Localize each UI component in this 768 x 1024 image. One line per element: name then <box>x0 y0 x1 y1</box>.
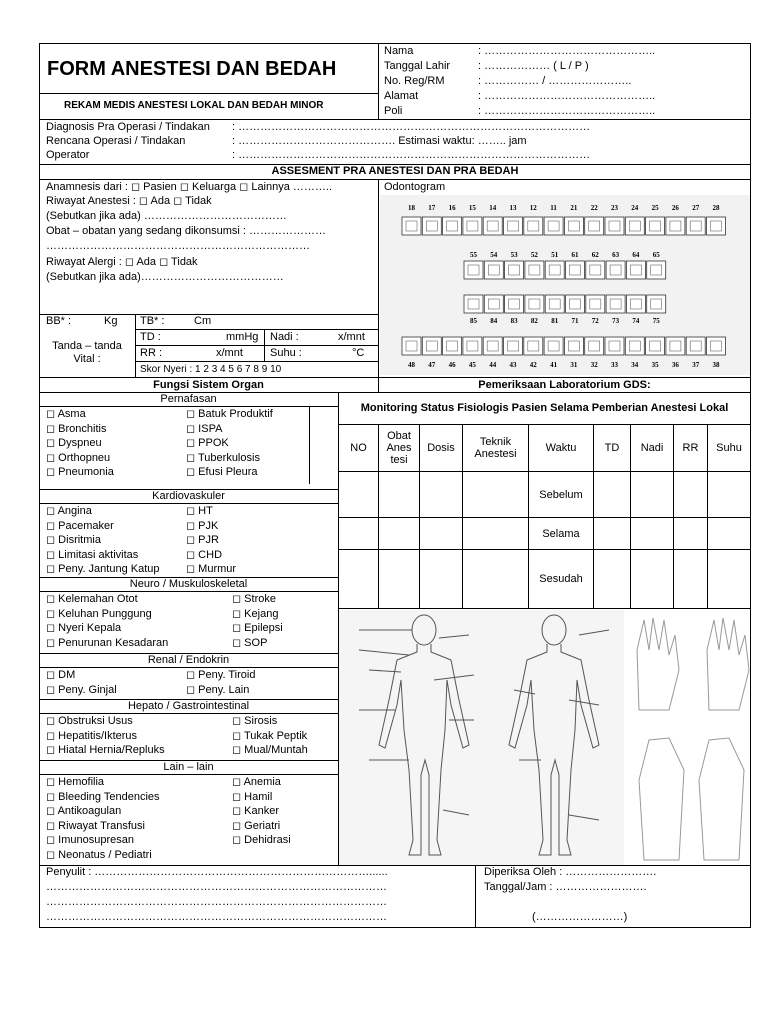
td-label: TD : <box>140 331 161 343</box>
tooth-box[interactable] <box>464 261 483 279</box>
tooth-number: 46 <box>448 361 456 369</box>
tooth-box[interactable] <box>626 261 645 279</box>
col-waktu: Waktu <box>529 425 594 472</box>
tooth-number: 33 <box>611 361 618 369</box>
tooth-number: 84 <box>490 317 498 325</box>
organ-checkbox[interactable]: ◻ Mual/Muntah <box>232 744 308 757</box>
organ-checkbox[interactable]: ◻ Hiatal Hernia/Repluks <box>46 744 165 757</box>
tooth-box[interactable] <box>443 217 462 235</box>
pain-score[interactable]: Skor Nyeri : 1 2 3 4 5 6 7 8 9 10 <box>140 364 282 375</box>
rr-label: RR : <box>140 347 162 359</box>
organ-section-title: Pernafasan <box>160 393 217 405</box>
tooth-number: 43 <box>509 361 517 369</box>
tooth-box[interactable] <box>605 337 624 355</box>
organ-checkbox[interactable]: ◻ Dyspneu <box>46 437 102 450</box>
patient-address-field[interactable]: : ……………………………………….. <box>478 90 656 102</box>
tooth-number: 51 <box>551 251 559 259</box>
divider <box>39 406 338 407</box>
tooth-box[interactable] <box>464 295 483 313</box>
rr-unit: x/mnt <box>216 347 243 359</box>
patient-name-label: Nama <box>384 45 414 57</box>
date-time-field[interactable]: Tanggal/Jam : ……………………. <box>484 881 647 893</box>
organ-section-title: Lain – lain <box>163 761 214 773</box>
organ-checkbox[interactable]: ◻ Tuberkulosis <box>186 451 260 464</box>
tooth-box[interactable] <box>544 217 563 235</box>
tooth-number: 62 <box>591 251 599 259</box>
col-rr: RR <box>674 425 708 472</box>
tooth-box[interactable] <box>484 261 503 279</box>
organ-checkbox[interactable]: ◻ Stroke <box>232 593 276 605</box>
tooth-box[interactable] <box>524 217 543 235</box>
patient-name-field[interactable]: : ……………………………………….. <box>478 45 656 57</box>
anesthesia-history-detail[interactable]: (Sebutkan jika ada) ………………………………… <box>46 210 287 222</box>
medication-line-2[interactable]: ……………………………………………………………… <box>46 240 310 252</box>
tooth-box[interactable] <box>625 217 644 235</box>
monitoring-table <box>338 424 751 609</box>
vital-signs-label: Tanda – tanda Vital : <box>52 340 122 365</box>
tooth-box[interactable] <box>564 337 583 355</box>
tooth-number: 41 <box>550 361 558 369</box>
divider <box>39 179 751 180</box>
tb-label: TB* : <box>140 315 165 327</box>
tooth-number: 26 <box>671 204 679 212</box>
tooth-number: 27 <box>692 204 700 212</box>
tooth-number: 16 <box>448 204 456 212</box>
divider <box>39 577 338 578</box>
tooth-box[interactable] <box>504 337 523 355</box>
patient-poli-label: Poli <box>384 105 403 117</box>
tooth-box[interactable] <box>422 217 441 235</box>
plan-field[interactable]: : ……………………………………. Estimasi waktu: …….. jam <box>232 135 527 147</box>
tooth-number: 25 <box>651 204 659 212</box>
tooth-number: 44 <box>489 361 497 369</box>
allergy-detail[interactable]: (Sebutkan jika ada)………………………………… <box>46 271 284 283</box>
suhu-unit: °C <box>352 347 365 359</box>
organ-section-title: Neuro / Muskuloskeletal <box>129 578 248 590</box>
tooth-number: 71 <box>571 317 579 325</box>
organ-checkbox[interactable]: ◻ HT <box>186 505 213 517</box>
tooth-number: 65 <box>652 251 660 259</box>
tooth-box[interactable] <box>504 217 523 235</box>
divider <box>39 699 338 700</box>
divider <box>135 329 378 330</box>
tooth-number: 34 <box>631 361 639 369</box>
tooth-box[interactable] <box>686 337 705 355</box>
organ-checkbox[interactable]: ◻ Peny. Lain <box>186 683 250 696</box>
bb-unit: Kg <box>104 315 118 327</box>
tooth-number: 22 <box>590 204 598 212</box>
organ-checkbox[interactable]: ◻ Murmur <box>186 563 237 576</box>
signature-field[interactable]: (……………………) <box>532 911 628 923</box>
organ-checkbox[interactable]: ◻ Tukak Peptik <box>232 729 308 742</box>
patient-reg-label: No. Reg/RM <box>384 75 445 87</box>
table-row <box>339 550 751 609</box>
organ-checkbox[interactable]: ◻ SOP <box>232 636 268 649</box>
suhu-label: Suhu : <box>270 347 302 359</box>
tooth-box[interactable] <box>483 337 502 355</box>
tooth-number: 85 <box>470 317 477 325</box>
row-sesudah: Sesudah <box>529 550 594 609</box>
tooth-number: 35 <box>651 361 659 369</box>
hands-feet-figure <box>637 618 749 860</box>
organ-checkbox[interactable]: ◻ Riwayat Transfusi <box>46 819 145 832</box>
organ-checkbox[interactable]: ◻ Pneumonia <box>46 466 114 479</box>
tooth-box[interactable] <box>606 295 625 313</box>
form-title: FORM ANESTESI DAN BEDAH <box>47 58 337 80</box>
tooth-box[interactable] <box>422 337 441 355</box>
tooth-box[interactable] <box>666 217 685 235</box>
assessment-title: ASSESMENT PRA ANESTESI DAN PRA BEDAH <box>271 165 519 177</box>
organ-checkbox[interactable]: ◻ Disritmia <box>46 534 101 547</box>
form-subtitle: REKAM MEDIS ANESTESI LOKAL DAN BEDAH MINOR <box>64 100 324 111</box>
organ-checkbox[interactable]: ◻ Peny. Tiroid <box>186 669 256 681</box>
organ-checkbox[interactable]: ◻ Neonatus / Pediatri <box>46 849 152 861</box>
anesthesia-history-line[interactable]: Riwayat Anestesi : ◻ Ada ◻ Tidak <box>46 195 212 207</box>
tooth-number: 36 <box>671 361 679 369</box>
organ-checkbox[interactable]: ◻ PJK <box>186 519 219 532</box>
col-obat: Obat Anes tesi <box>379 425 420 472</box>
tooth-number: 64 <box>632 251 640 259</box>
organ-checkbox[interactable]: ◻ Kelemahan Otot <box>46 593 138 605</box>
divider <box>39 503 338 504</box>
tooth-number: 11 <box>550 204 557 212</box>
monitoring-title: Monitoring Status Fisiologis Pasien Selama Pemberian Anestesi Lokal <box>360 402 729 414</box>
divider <box>39 591 338 592</box>
tooth-box[interactable] <box>505 295 524 313</box>
divider <box>378 43 379 119</box>
organ-checkbox[interactable]: ◻ Penurunan Kesadaran <box>46 636 169 649</box>
tooth-number: 82 <box>530 317 538 325</box>
tooth-box[interactable] <box>525 261 544 279</box>
divider <box>39 119 751 120</box>
tooth-box[interactable] <box>484 295 503 313</box>
tooth-box[interactable] <box>545 295 564 313</box>
tooth-number: 61 <box>571 251 579 259</box>
tooth-box[interactable] <box>545 261 564 279</box>
tooth-box[interactable] <box>402 217 421 235</box>
tooth-box[interactable] <box>564 217 583 235</box>
lab-title: Pemeriksaan Laboratorium GDS: <box>478 379 651 391</box>
divider <box>39 489 338 490</box>
tooth-number: 12 <box>529 204 537 212</box>
diagnosis-label: Diagnosis Pra Operasi / Tindakan <box>46 121 210 133</box>
divider <box>39 93 378 94</box>
organ-checkbox[interactable]: ◻ CHD <box>186 548 223 561</box>
organ-checkbox[interactable]: ◻ Nyeri Kepala <box>46 622 122 635</box>
tooth-number: 18 <box>408 204 415 212</box>
odontogram-label: Odontogram <box>384 181 446 193</box>
divider <box>39 653 338 654</box>
examiner-field[interactable]: Diperiksa Oleh : ……………………. <box>484 866 657 878</box>
tooth-box[interactable] <box>625 337 644 355</box>
tooth-box[interactable] <box>505 261 524 279</box>
odontogram <box>380 195 750 375</box>
organ-checkbox[interactable]: ◻ Peny. Ginjal <box>46 683 117 696</box>
tooth-box[interactable] <box>566 261 585 279</box>
organ-checkbox[interactable]: ◻ Sirosis <box>232 715 278 727</box>
penyulit-field[interactable]: Penyulit : …………………………………………………………………...... <box>46 866 388 878</box>
tooth-box[interactable] <box>544 337 563 355</box>
divider <box>135 345 378 346</box>
tooth-number: 63 <box>612 251 620 259</box>
organ-checkbox[interactable]: ◻ Bleeding Tendencies <box>46 790 160 803</box>
penyulit-line-2[interactable]: ………………………………………………………………………………… <box>46 881 387 893</box>
table-row <box>339 518 751 550</box>
organ-checkbox[interactable]: ◻ Keluhan Punggung <box>46 607 152 620</box>
operator-field[interactable]: : …………………………………………………………………………………… <box>232 149 591 161</box>
organ-section-title: Hepato / Gastrointestinal <box>127 700 250 712</box>
organ-checkbox[interactable]: ◻ Hamil <box>232 790 273 803</box>
divider <box>475 865 476 928</box>
tooth-number: 55 <box>470 251 477 259</box>
organ-checkbox[interactable]: ◻ Hemofilia <box>46 776 105 788</box>
tooth-number: 81 <box>551 317 559 325</box>
tb-unit: Cm <box>194 315 212 327</box>
organ-checkbox[interactable]: ◻ Epilepsi <box>232 622 283 635</box>
patient-poli-field[interactable]: : ……………………………………….. <box>478 105 656 117</box>
body-diagram[interactable] <box>339 610 750 865</box>
tooth-box[interactable] <box>646 337 665 355</box>
tooth-number: 47 <box>428 361 436 369</box>
tooth-number: 32 <box>590 361 598 369</box>
tooth-box[interactable] <box>647 261 666 279</box>
nadi-unit: x/mnt <box>338 331 365 343</box>
organ-section-title: Renal / Endokrin <box>147 654 230 666</box>
tooth-number: 14 <box>489 204 497 212</box>
tooth-box[interactable] <box>443 337 462 355</box>
tooth-number: 74 <box>632 317 640 325</box>
tooth-box[interactable] <box>686 217 705 235</box>
organ-checkbox[interactable]: ◻ Orthopneu <box>46 451 111 464</box>
divider <box>39 667 338 668</box>
tooth-number: 21 <box>570 204 578 212</box>
tooth-box[interactable] <box>626 295 645 313</box>
tooth-number: 75 <box>652 317 660 325</box>
divider <box>378 179 379 392</box>
tooth-number: 53 <box>510 251 518 259</box>
tooth-number: 37 <box>692 361 700 369</box>
tooth-box[interactable] <box>605 217 624 235</box>
tooth-box[interactable] <box>586 295 605 313</box>
patient-dob-field[interactable]: : ……………… ( L / P ) <box>478 60 589 72</box>
tooth-number: 28 <box>712 204 720 212</box>
tooth-box[interactable] <box>525 295 544 313</box>
organ-title: Fungsi Sistem Organ <box>153 379 264 391</box>
patient-address-label: Alamat <box>384 90 419 102</box>
organ-checkbox[interactable]: ◻ Hepatitis/Ikterus <box>46 729 138 742</box>
tooth-number: 73 <box>612 317 620 325</box>
tooth-number: 54 <box>490 251 498 259</box>
tooth-box[interactable] <box>707 217 726 235</box>
anamnesis-line[interactable]: Anamnesis dari : ◻ Pasien ◻ Keluarga ◻ Lainnya ……….. <box>46 181 333 193</box>
tooth-number: 83 <box>510 317 518 325</box>
tooth-box[interactable] <box>666 337 685 355</box>
medication-line[interactable]: Obat – obatan yang sedang dikonsumsi : ………………… <box>46 225 327 237</box>
organ-checkbox[interactable]: ◻ DM <box>46 669 76 681</box>
organ-checkbox[interactable]: ◻ Batuk Produktif <box>186 408 273 420</box>
tooth-number: 24 <box>631 204 639 212</box>
organ-checkbox[interactable]: ◻ Angina <box>46 505 92 517</box>
organ-checkbox[interactable]: ◻ Peny. Jantung Katup <box>46 563 160 576</box>
organ-checkbox[interactable]: ◻ Anemia <box>232 776 281 788</box>
tooth-box[interactable] <box>585 337 604 355</box>
tooth-box[interactable] <box>707 337 726 355</box>
tooth-box[interactable] <box>647 295 666 313</box>
tooth-box[interactable] <box>586 261 605 279</box>
tooth-number: 15 <box>468 204 476 212</box>
organ-checkbox[interactable]: ◻ Efusi Pleura <box>186 466 258 479</box>
organ-checkbox[interactable]: ◻ Dehidrasi <box>232 834 291 847</box>
row-sebelum: Sebelum <box>529 472 594 518</box>
col-td: TD <box>594 425 631 472</box>
organ-section-title: Kardiovaskuler <box>152 490 225 502</box>
organ-checkbox[interactable]: ◻ Kejang <box>232 607 279 620</box>
tooth-number: 17 <box>428 204 436 212</box>
tooth-number: 38 <box>712 361 720 369</box>
tooth-number: 45 <box>468 361 476 369</box>
tooth-box[interactable] <box>606 261 625 279</box>
organ-checkbox[interactable]: ◻ Kanker <box>232 805 280 818</box>
col-nadi: Nadi <box>631 425 674 472</box>
organ-checkbox[interactable]: ◻ PJR <box>186 534 219 547</box>
organ-checkbox[interactable]: ◻ Pacemaker <box>46 519 114 532</box>
divider <box>39 774 338 775</box>
organ-checkbox[interactable]: ◻ PPOK <box>186 437 229 450</box>
organ-checkbox[interactable]: ◻ Asma <box>46 408 86 420</box>
patient-reg-field[interactable]: : …………… / ………………….. <box>478 75 632 87</box>
tooth-box[interactable] <box>566 295 585 313</box>
allergy-line[interactable]: Riwayat Alergi : ◻ Ada ◻ Tidak <box>46 256 198 268</box>
row-selama: Selama <box>529 518 594 550</box>
organ-checkbox[interactable]: ◻ Antikoagulan <box>46 805 122 818</box>
plan-label: Rencana Operasi / Tindakan <box>46 135 186 147</box>
patient-dob-label: Tanggal Lahir <box>384 60 451 72</box>
tooth-box[interactable] <box>402 337 421 355</box>
tooth-box[interactable] <box>463 337 482 355</box>
organ-checkbox[interactable]: ◻ Obstruksi Usus <box>46 715 133 727</box>
tooth-number: 23 <box>611 204 618 212</box>
organ-checkbox[interactable]: ◻ Imunosupresan <box>46 834 135 847</box>
divider <box>39 713 338 714</box>
organ-checkbox[interactable]: ◻ Geriatri <box>232 819 281 832</box>
col-suhu: Suhu <box>708 425 751 472</box>
tooth-number: 13 <box>509 204 517 212</box>
tooth-number: 52 <box>530 251 538 259</box>
tooth-box[interactable] <box>463 217 482 235</box>
penyulit-line-3[interactable]: ………………………………………………………………………………… <box>46 896 387 908</box>
tooth-box[interactable] <box>585 217 604 235</box>
table-row <box>339 472 751 518</box>
tooth-number: 72 <box>591 317 599 325</box>
organ-checkbox[interactable]: ◻ Limitasi aktivitas <box>46 548 139 561</box>
td-unit: mmHg <box>226 331 259 343</box>
operator-label: Operator <box>46 149 90 161</box>
tooth-box[interactable] <box>483 217 502 235</box>
col-no: NO <box>339 425 379 472</box>
penyulit-line-4[interactable]: ………………………………………………………………………………… <box>46 911 387 923</box>
col-teknik: Teknik Anestesi <box>463 425 529 472</box>
organ-checkbox[interactable]: ◻ ISPA <box>186 422 223 435</box>
tooth-box[interactable] <box>524 337 543 355</box>
divider <box>309 407 310 484</box>
tooth-number: 31 <box>570 361 578 369</box>
tooth-number: 42 <box>529 361 537 369</box>
divider <box>135 361 378 362</box>
bb-label: BB* : <box>46 315 72 327</box>
tooth-number: 48 <box>408 361 415 369</box>
col-dosis: Dosis <box>420 425 463 472</box>
divider <box>39 760 338 761</box>
nadi-label: Nadi : <box>270 331 299 343</box>
divider <box>264 329 265 361</box>
organ-checkbox[interactable]: ◻ Bronchitis <box>46 422 107 435</box>
tooth-box[interactable] <box>646 217 665 235</box>
diagnosis-field[interactable]: : …………………………………………………………………………………… <box>232 121 591 133</box>
